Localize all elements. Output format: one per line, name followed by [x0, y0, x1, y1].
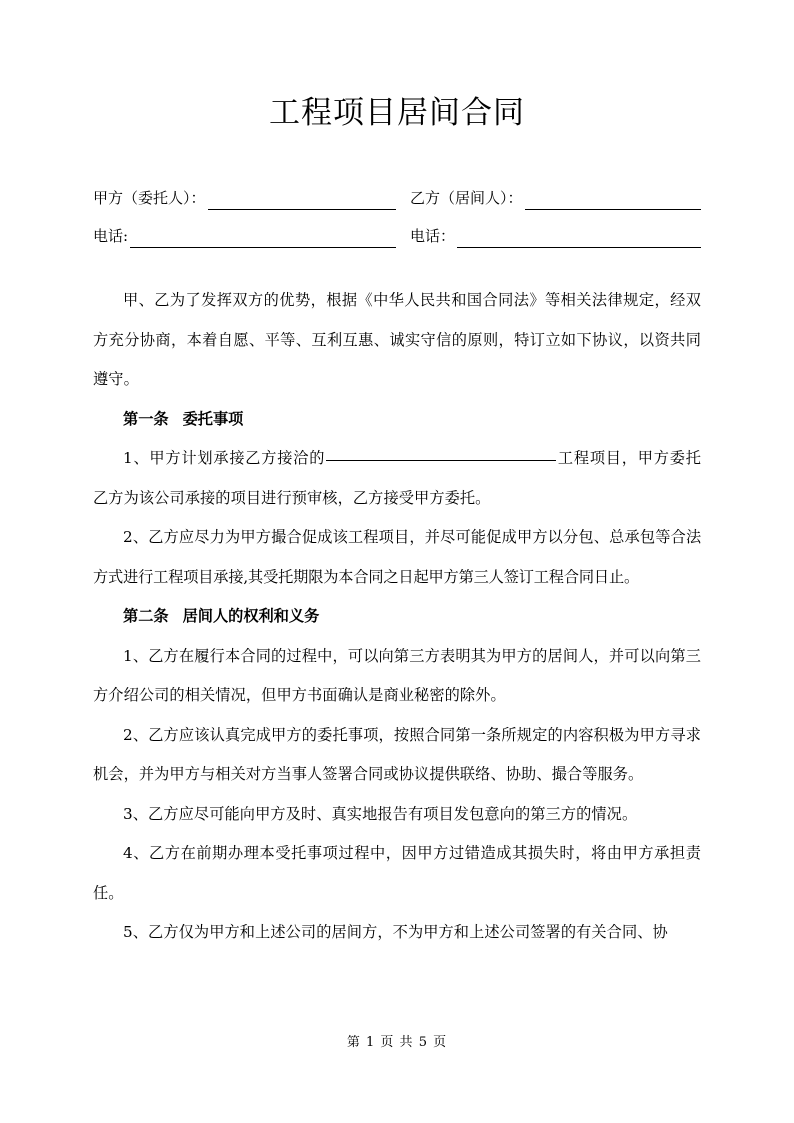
- clause-2-4: 4、乙方在前期办理本受托事项过程中，因甲方过错造成其损失时，将由甲方承担责任。: [93, 844, 701, 902]
- phone-a-label: 电话:: [93, 227, 129, 245]
- clause-2-3: 3、乙方应尽可能向甲方及时、真实地报告有项目发包意向的第三方的情况。: [123, 804, 638, 823]
- party-fields: [93, 172, 701, 248]
- phone-a-field: [93, 224, 396, 248]
- project-name-blank[interactable]: [326, 460, 556, 461]
- clause-1-1-prefix: 1、甲方计划承接乙方接洽的: [123, 449, 326, 467]
- spacer: [93, 248, 701, 281]
- preamble-paragraph: 甲、乙为了发挥双方的优势，根据《中华人民共和国合同法》等相关法律规定，经双方充分协商，本着自愿、平等、互利互惠、诚实守信的原则，特订立如下协议，以资共同遵守。: [93, 291, 701, 388]
- party-b-label: 乙方（居间人）：: [410, 189, 523, 207]
- party-a-input[interactable]: [208, 192, 396, 210]
- party-a-label: 甲方（委托人）：: [93, 189, 206, 207]
- article-number-1: 第一条: [123, 409, 169, 428]
- clause-1-2: 2、乙方应尽力为甲方撮合促成该工程项目，并尽可能促成甲方以分包、总承包等合法方式进行工程项目承接,其受托期限为本合同之日起甲方第三人签订工程合同日止。: [93, 528, 701, 586]
- party-a-field: [93, 186, 396, 210]
- page-title: 工程项目居间合同: [269, 95, 525, 131]
- clause-1-1-suffix: 工程项目，甲方委托乙方为该公司承接的项目进行预审核，乙方接受甲方委托。: [93, 449, 701, 507]
- phone-b-label: 电话：: [410, 227, 456, 245]
- article-title-1: 委托事项: [182, 409, 244, 428]
- clause-1-1: [93, 439, 701, 518]
- article-number-2: 第二条: [123, 607, 169, 625]
- clause-2-5: 5、乙方仅为甲方和上述公司的居间方，不为甲方和上述公司签署的有关合同、协: [123, 923, 668, 941]
- party-b-field: [410, 186, 701, 210]
- party-row: [93, 172, 701, 210]
- page-footer: 第 1 页 共 5 页: [346, 1035, 448, 1050]
- article-heading-1: [93, 400, 701, 440]
- document-content: [93, 0, 701, 953]
- party-b-input[interactable]: [525, 192, 701, 210]
- clause-2-2: 2、乙方应该认真完成甲方的委托事项，按照合同第一条所规定的内容积极为甲方寻求机会，并为甲方与相关对方当事人签署合同或协议提供联络、协助、撮合等服务。: [93, 725, 701, 783]
- phone-row: [93, 210, 701, 248]
- article-title-2: 居间人的权利和义务: [182, 607, 320, 625]
- phone-a-input[interactable]: [130, 230, 396, 248]
- article-heading-2: [93, 597, 701, 637]
- clause-2-1: 1、乙方在履行本合同的过程中，可以向第三方表明其为甲方的居间人，并可以向第三方介绍公司的相关情况，但甲方书面确认是商业秘密的除外。: [93, 646, 701, 704]
- phone-b-input[interactable]: [457, 230, 701, 248]
- phone-b-field: [410, 224, 701, 248]
